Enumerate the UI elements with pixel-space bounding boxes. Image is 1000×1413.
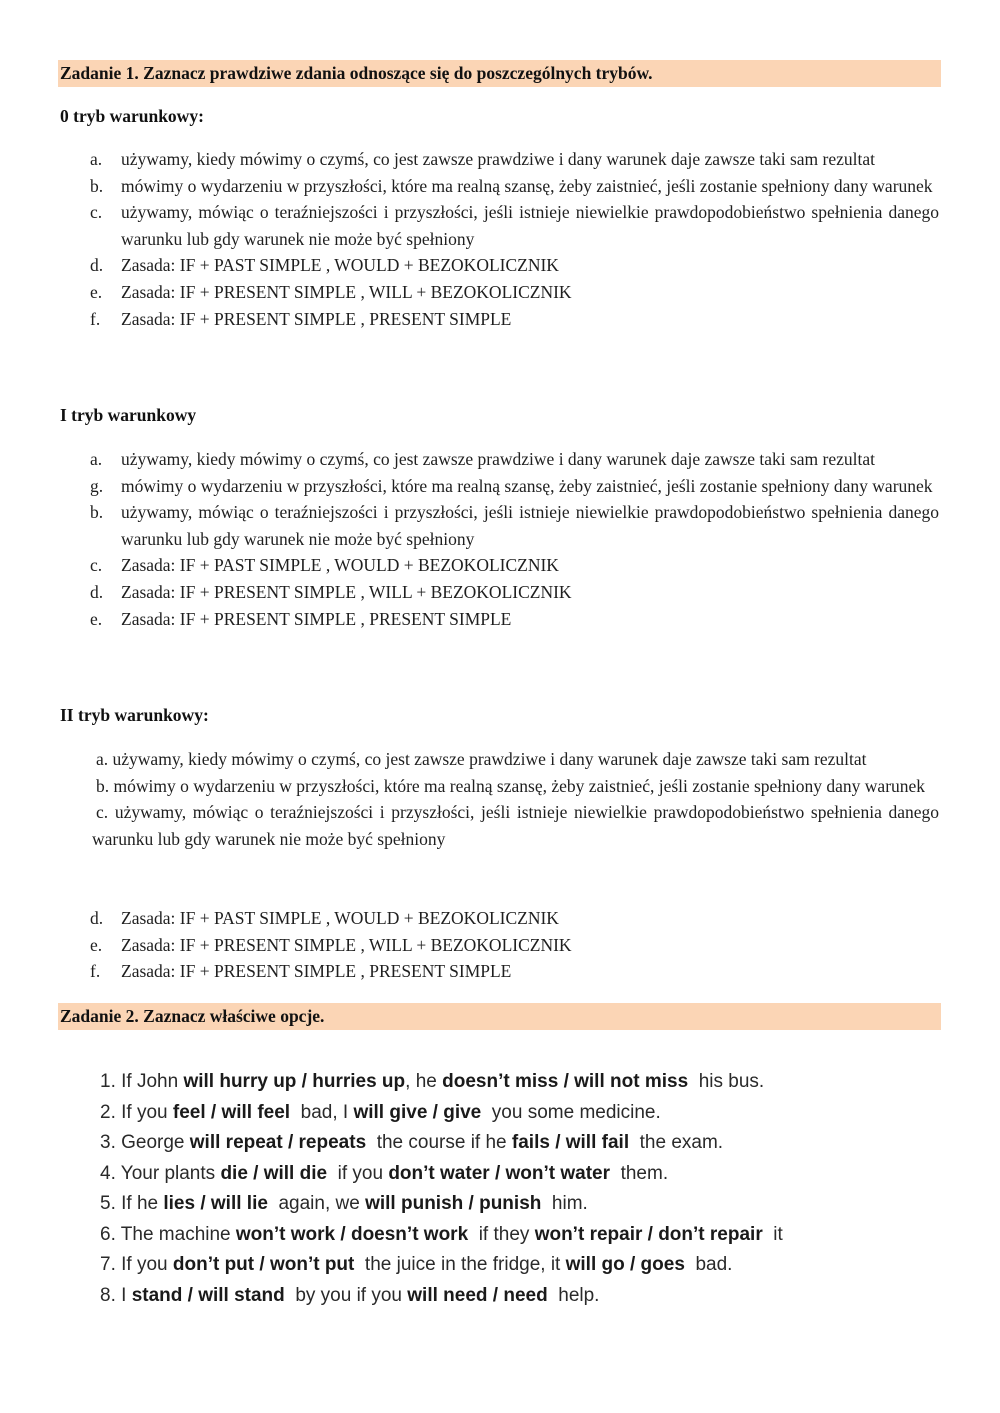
exercise-line (100, 1189, 900, 1220)
exercise-line (100, 1250, 900, 1281)
list-item[interactable] (60, 579, 939, 606)
answer-options[interactable]: don’t water / won’t water (388, 1162, 611, 1184)
answer-options[interactable]: don’t put / won’t put (172, 1254, 355, 1275)
sentence-text: if you (327, 1162, 389, 1184)
answer-options[interactable]: will go / goes (565, 1254, 685, 1275)
list-item[interactable] (60, 279, 939, 306)
sentence-text: him. (541, 1193, 588, 1214)
item-text: Zasada: IF + PRESENT SIMPLE , WILL + BEZOKOLICZNIK (121, 281, 572, 302)
section-0-title: 0 tryb warunkowy: (60, 106, 204, 126)
list-item[interactable] (60, 473, 939, 500)
sentence-text: 5. If he (100, 1193, 164, 1214)
sentence-text: , he (405, 1071, 443, 1092)
item-text: Zasada: IF + PRESENT SIMPLE , PRESENT SIMPLE (121, 608, 512, 629)
task2-header: Zadanie 2. Zaznacz właściwe opcje. (58, 1003, 941, 1030)
item-text: używamy, kiedy mówimy o czymś, co jest zawsze prawdziwe i dany warunek daje zawsze taki sam rezultat (121, 449, 876, 469)
answer-options[interactable]: stand / will stand (131, 1284, 285, 1306)
answer-options[interactable]: won’t repair / don’t repair (534, 1223, 763, 1245)
list-item[interactable] (92, 799, 939, 852)
sentence-text: the course if he (366, 1132, 512, 1153)
answer-options[interactable]: feel / will feel (172, 1101, 291, 1123)
item-text: Zasada: IF + PRESENT SIMPLE , PRESENT SIMPLE (121, 961, 512, 982)
list-item[interactable] (92, 773, 939, 800)
item-text: używamy, mówiąc o teraźniejszości i przyszłości, jeśli istnieje niewielkie prawdopodobieństwo spełnienia danego warunku lub gdy warunek nie może być spełniony (121, 202, 939, 249)
item-letter: g. (90, 475, 104, 496)
item-text: Zasada: IF + PRESENT SIMPLE , WILL + BEZOKOLICZNIK (121, 581, 572, 602)
item-text: mówimy o wydarzeniu w przyszłości, które ma realną szansę, żeby zaistnieć, jeśli zostanie spełniony dany warunek (121, 175, 933, 196)
task1-header: Zadanie 1. Zaznacz prawdziwe zdania odnoszące się do poszczególnych trybów. (58, 60, 941, 87)
item-letter: b. (90, 502, 104, 523)
item-text: używamy, mówiąc o teraźniejszości i przyszłości, jeśli istnieje niewielkie prawdopodobieństwo spełnienia danego warunku lub gdy warunek nie może być spełniony (121, 502, 939, 549)
answer-options[interactable]: will hurry up / hurries up (183, 1071, 406, 1092)
sentence-text: 8. I (100, 1284, 132, 1306)
list-item[interactable] (60, 905, 939, 932)
answer-options[interactable]: fails / will fail (511, 1132, 630, 1153)
list-item[interactable] (60, 606, 939, 633)
exercise-line (100, 1281, 900, 1312)
sentence-text: 4. Your plants (100, 1162, 221, 1184)
list-item[interactable] (92, 746, 939, 773)
list-item[interactable] (60, 958, 939, 985)
item-letter: b. (90, 175, 104, 196)
sentence-text: help. (547, 1284, 600, 1306)
exercise-line (100, 1128, 900, 1159)
sentence-text: the juice in the fridge, it (354, 1254, 566, 1275)
answer-options[interactable]: won’t work / doesn’t work (235, 1223, 469, 1245)
item-text: używamy, mówiąc o teraźniejszości i przyszłości, jeśli istnieje niewielkie prawdopodobieństwo spełnienia danego warunku lub gdy warunek nie może być spełniony (92, 802, 940, 849)
sentence-text: them. (610, 1162, 669, 1184)
answer-options[interactable]: lies / will lie (163, 1193, 268, 1214)
list-item[interactable] (60, 146, 939, 173)
item-text: Zasada: IF + PAST SIMPLE , WOULD + BEZOKOLICZNIK (121, 908, 559, 928)
sentence-text: 3. George (100, 1132, 190, 1153)
section-0-list (60, 146, 939, 332)
item-text: mówimy o wydarzeniu w przyszłości, które ma realną szansę, żeby zaistnieć, jeśli zostanie spełniony dany warunek (121, 475, 933, 496)
exercise-line (100, 1098, 900, 1129)
exercise-line (100, 1159, 900, 1190)
answer-options[interactable]: will need / need (407, 1284, 548, 1306)
section-2-list (92, 746, 939, 852)
item-text: Zasada: IF + PRESENT SIMPLE , PRESENT SIMPLE (121, 308, 512, 329)
exercise-list (100, 1067, 900, 1311)
item-letter: a. (96, 749, 109, 769)
item-text: Zasada: IF + PRESENT SIMPLE , WILL + BEZOKOLICZNIK (121, 934, 572, 955)
exercise-line (100, 1067, 900, 1098)
item-letter: e. (90, 608, 103, 629)
answer-options[interactable]: will punish / punish (365, 1193, 542, 1214)
list-item[interactable] (60, 173, 939, 200)
item-letter: d. (90, 581, 104, 602)
sentence-text: 7. If you (100, 1254, 173, 1275)
answer-options[interactable]: die / will die (220, 1162, 328, 1184)
item-letter: c. (90, 555, 103, 576)
list-item[interactable] (60, 446, 939, 473)
section-1-title: I tryb warunkowy (60, 405, 197, 425)
item-letter: c. (90, 202, 103, 223)
sentence-text: by you if you (284, 1284, 408, 1306)
list-item[interactable] (60, 252, 939, 279)
answer-options[interactable]: will repeat / repeats (189, 1132, 367, 1153)
sentence-text: 6. The machine (100, 1223, 236, 1245)
sentence-text: 1. If John (100, 1071, 184, 1092)
sentence-text: bad. (684, 1254, 733, 1275)
sentence-text: his bus. (688, 1071, 765, 1092)
section-2-rules (60, 905, 939, 985)
sentence-text: again, we (267, 1193, 366, 1214)
item-letter: e. (90, 934, 103, 955)
item-letter: c. (96, 802, 109, 823)
exercise-line (100, 1220, 900, 1251)
list-item[interactable] (60, 932, 939, 959)
list-item[interactable] (60, 306, 939, 333)
list-item[interactable] (60, 499, 939, 552)
answer-options[interactable]: doesn’t miss / will not miss (442, 1071, 689, 1092)
sentence-text: you some medicine. (481, 1101, 661, 1123)
item-text: używamy, kiedy mówimy o czymś, co jest zawsze prawdziwe i dany warunek daje zawsze taki sam rezultat (112, 749, 867, 769)
item-letter: d. (90, 255, 104, 276)
item-letter: b. (96, 775, 110, 796)
answer-options[interactable]: will give / give (353, 1101, 482, 1123)
sentence-text: if they (468, 1223, 535, 1245)
item-text: mówimy o wydarzeniu w przyszłości, które ma realną szansę, żeby zaistnieć, jeśli zostanie spełniony dany warunek (113, 775, 926, 796)
item-letter: e. (90, 281, 103, 302)
sentence-text: it (762, 1223, 783, 1245)
sentence-text: bad, I (290, 1101, 354, 1123)
item-letter: a. (90, 149, 103, 169)
list-item[interactable] (60, 199, 939, 252)
item-text: Zasada: IF + PAST SIMPLE , WOULD + BEZOKOLICZNIK (121, 255, 559, 276)
item-letter: d. (90, 908, 104, 928)
section-1-list (60, 446, 939, 632)
list-item[interactable] (60, 552, 939, 579)
item-letter: f. (90, 961, 101, 982)
item-text: Zasada: IF + PAST SIMPLE , WOULD + BEZOKOLICZNIK (121, 555, 559, 576)
sentence-text: the exam. (629, 1132, 724, 1153)
section-2-title: II tryb warunkowy: (60, 705, 209, 725)
item-letter: a. (90, 449, 103, 469)
sentence-text: 2. If you (100, 1101, 173, 1123)
item-text: używamy, kiedy mówimy o czymś, co jest zawsze prawdziwe i dany warunek daje zawsze taki sam rezultat (121, 149, 876, 169)
item-letter: f. (90, 308, 101, 329)
